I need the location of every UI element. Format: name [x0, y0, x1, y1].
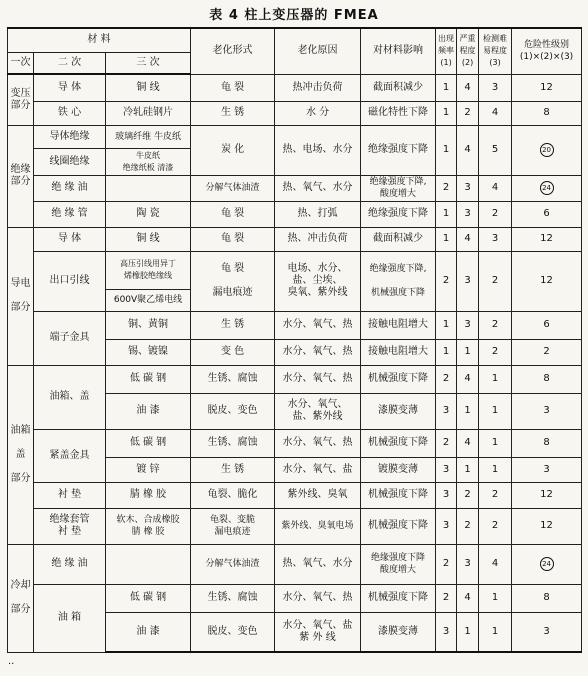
- material-2: 出口引线: [34, 251, 106, 311]
- header-level2: 二 次: [34, 52, 106, 74]
- detection: 1: [479, 584, 512, 612]
- severity: 3: [457, 201, 479, 227]
- detection: 4: [479, 175, 512, 201]
- severity: 4: [457, 125, 479, 175]
- material-3: 软木、合成橡胶 腈 橡 胶: [106, 508, 191, 544]
- material-3: 铜 线: [106, 227, 191, 251]
- detection: 2: [479, 251, 512, 311]
- header-detection: 检测难 易程度 (3): [479, 28, 512, 74]
- risk: [512, 544, 582, 584]
- detection: 1: [479, 612, 512, 652]
- occurrence: 1: [436, 201, 457, 227]
- aging-form: 变 色: [191, 339, 275, 365]
- severity: 4: [457, 74, 479, 101]
- effect: 接触电阻增大: [361, 311, 436, 339]
- material-2: 绝缘套管 衬 垫: [34, 508, 106, 544]
- aging-form: 脱皮、变色: [191, 393, 275, 429]
- occurrence: 2: [436, 365, 457, 393]
- occurrence: 3: [436, 393, 457, 429]
- material-2: 衬 垫: [34, 482, 106, 508]
- occurrence: 2: [436, 429, 457, 457]
- effect: 磁化特性下降: [361, 101, 436, 125]
- risk-circle: 20: [540, 143, 554, 157]
- severity: 4: [457, 227, 479, 251]
- aging-cause: 紫外线、臭氧电场: [275, 508, 361, 544]
- risk: [512, 125, 582, 175]
- aging-cause: 水分、氧气、热: [275, 429, 361, 457]
- aging-form: 龟 裂: [191, 227, 275, 251]
- occurrence: 1: [436, 74, 457, 101]
- aging-form: 生锈、腐蚀: [191, 429, 275, 457]
- aging-cause: 热、打弧: [275, 201, 361, 227]
- effect: 机械强度下降: [361, 429, 436, 457]
- risk: 12: [512, 227, 582, 251]
- aging-form: 龟 裂 漏电痕迹: [191, 251, 275, 311]
- detection: 3: [479, 227, 512, 251]
- severity: 3: [457, 251, 479, 311]
- aging-cause: 热、冲击负荷: [275, 227, 361, 251]
- material-3: 600V聚乙烯电线: [106, 289, 191, 311]
- effect: 绝缘强度下降, 机械强度下降: [361, 251, 436, 311]
- detection: 4: [479, 101, 512, 125]
- header-aging-form: 老化形式: [191, 28, 275, 74]
- aging-cause: 热、电场、水分: [275, 125, 361, 175]
- severity: 2: [457, 508, 479, 544]
- aging-form: 龟 裂: [191, 74, 275, 101]
- aging-cause: 热冲击负荷: [275, 74, 361, 101]
- material-3: 腈 橡 胶: [106, 482, 191, 508]
- risk: 8: [512, 584, 582, 612]
- risk-circle: 24: [540, 181, 554, 195]
- occurrence: 2: [436, 175, 457, 201]
- occurrence: 1: [436, 227, 457, 251]
- effect: 绝缘强度下降: [361, 125, 436, 175]
- effect: 机械强度下降: [361, 482, 436, 508]
- header-level3: 三 次: [106, 52, 191, 74]
- aging-cause: 水分、氧气、 盐、紫外线: [275, 393, 361, 429]
- effect: 机械强度下降: [361, 365, 436, 393]
- section-insulation: 绝缘 部分: [8, 125, 34, 227]
- aging-cause: 紫外线、臭氧: [275, 482, 361, 508]
- aging-cause: 热、氧气、水分: [275, 544, 361, 584]
- footnote-mark: ··: [8, 659, 15, 670]
- aging-form: 龟裂、脆化: [191, 482, 275, 508]
- effect: 接触电阻增大: [361, 339, 436, 365]
- aging-form: 龟 裂: [191, 201, 275, 227]
- aging-cause: 水分、氧气、热: [275, 311, 361, 339]
- detection: 5: [479, 125, 512, 175]
- aging-form: 生 锈: [191, 457, 275, 482]
- table-title: 表 4 柱上变压器的 FMEA: [209, 8, 379, 23]
- occurrence: 3: [436, 612, 457, 652]
- aging-cause: 电场、水分、 盐、尘埃、 臭氧、紫外线: [275, 251, 361, 311]
- risk: 12: [512, 482, 582, 508]
- risk: 12: [512, 508, 582, 544]
- occurrence: 2: [436, 251, 457, 311]
- risk: 8: [512, 429, 582, 457]
- effect: 机械强度下降: [361, 508, 436, 544]
- material-2: 油箱、盖: [34, 365, 106, 429]
- aging-form: 分解气体油渣: [191, 175, 275, 201]
- risk: 8: [512, 101, 582, 125]
- detection: 2: [479, 482, 512, 508]
- occurrence: 1: [436, 311, 457, 339]
- aging-cause: 水 分: [275, 101, 361, 125]
- material-2: 导 体: [34, 227, 106, 251]
- header-occurrence: 出现 频率 (1): [436, 28, 457, 74]
- severity: 4: [457, 584, 479, 612]
- material-3: 低 碳 钢: [106, 584, 191, 612]
- material-2: 线圈绝缘: [34, 148, 106, 175]
- section-conductive: 导电 部分: [8, 227, 34, 365]
- risk: [512, 175, 582, 201]
- detection: 1: [479, 393, 512, 429]
- aging-form: 生 锈: [191, 311, 275, 339]
- aging-cause: 水分、氧气、热: [275, 365, 361, 393]
- severity: 3: [457, 311, 479, 339]
- aging-cause: 热、氧气、水分: [275, 175, 361, 201]
- detection: 2: [479, 311, 512, 339]
- occurrence: 2: [436, 584, 457, 612]
- occurrence: 1: [436, 101, 457, 125]
- effect: 截面积减少: [361, 74, 436, 101]
- material-2: 绝 缘 油: [34, 175, 106, 201]
- section-transformer: 变压 部分: [8, 74, 34, 125]
- material-2: 紧盖金具: [34, 429, 106, 482]
- header-material: 材 料: [8, 28, 191, 52]
- aging-form: 生 锈: [191, 101, 275, 125]
- material-2: 端子金具: [34, 311, 106, 365]
- section-tank-cover: 油箱 盖 部分: [8, 365, 34, 544]
- aging-form: 生锈、腐蚀: [191, 584, 275, 612]
- fmea-table: [7, 27, 582, 653]
- aging-form: 生锈、腐蚀: [191, 365, 275, 393]
- material-3: 陶 瓷: [106, 201, 191, 227]
- detection: 1: [479, 429, 512, 457]
- material-3: 铜 线: [106, 74, 191, 101]
- occurrence: 3: [436, 508, 457, 544]
- header-risk: 危险性级别 (1)×(2)×(3): [512, 28, 582, 74]
- material-3: 油 漆: [106, 612, 191, 652]
- material-3: 锡、镀镍: [106, 339, 191, 365]
- material-2: 导体绝缘: [34, 125, 106, 148]
- aging-form: 炭 化: [191, 125, 275, 175]
- material-3: 高压引线用异丁 烯橡胶绝缘线: [106, 251, 191, 289]
- risk-circle: 24: [540, 557, 554, 571]
- effect: 镀膜变薄: [361, 457, 436, 482]
- risk: 6: [512, 201, 582, 227]
- effect: 绝缘强度下降, 酸度增大: [361, 175, 436, 201]
- risk: 3: [512, 457, 582, 482]
- detection: 3: [479, 74, 512, 101]
- risk: 6: [512, 311, 582, 339]
- severity: 4: [457, 429, 479, 457]
- material-2: 油 箱: [34, 584, 106, 652]
- aging-cause: 水分、氧气、热: [275, 584, 361, 612]
- risk: 3: [512, 393, 582, 429]
- material-2: 绝 缘 管: [34, 201, 106, 227]
- severity: 1: [457, 457, 479, 482]
- effect: 绝缘强度下降: [361, 201, 436, 227]
- material-2: 铁 心: [34, 101, 106, 125]
- material-2: 绝 缘 油: [34, 544, 106, 584]
- header-level1: 一次: [8, 52, 34, 74]
- aging-cause: 水分、氧气、盐: [275, 457, 361, 482]
- aging-cause: 水分、氧气、盐 紫 外 线: [275, 612, 361, 652]
- material-3: 低 碳 钢: [106, 365, 191, 393]
- material-3: 镀 锌: [106, 457, 191, 482]
- detection: 2: [479, 201, 512, 227]
- aging-form: 分解气体油渣: [191, 544, 275, 584]
- material-3: [106, 544, 191, 584]
- detection: 4: [479, 544, 512, 584]
- severity: 3: [457, 175, 479, 201]
- material-3: [106, 175, 191, 201]
- risk: 3: [512, 612, 582, 652]
- detection: 1: [479, 457, 512, 482]
- detection: 2: [479, 508, 512, 544]
- aging-form: 脱皮、变色: [191, 612, 275, 652]
- severity: 1: [457, 393, 479, 429]
- header-effect: 对材料影响: [361, 28, 436, 74]
- material-3: 玻璃纤维 牛皮纸: [106, 125, 191, 148]
- severity: 3: [457, 544, 479, 584]
- risk: 8: [512, 365, 582, 393]
- risk: 2: [512, 339, 582, 365]
- material-3: 牛皮纸 绝缘纸板 清漆: [106, 148, 191, 175]
- severity: 2: [457, 101, 479, 125]
- detection: 1: [479, 365, 512, 393]
- material-3: 低 碳 钢: [106, 429, 191, 457]
- severity: 1: [457, 339, 479, 365]
- severity: 1: [457, 612, 479, 652]
- occurrence: 2: [436, 544, 457, 584]
- effect: 截面积减少: [361, 227, 436, 251]
- effect: 漆膜变薄: [361, 393, 436, 429]
- occurrence: 3: [436, 482, 457, 508]
- occurrence: 3: [436, 457, 457, 482]
- header-aging-cause: 老化原因: [275, 28, 361, 74]
- aging-form: 龟裂、变脆 漏电痕迹: [191, 508, 275, 544]
- severity: 4: [457, 365, 479, 393]
- occurrence: 1: [436, 339, 457, 365]
- risk: 12: [512, 74, 582, 101]
- material-2: 导 体: [34, 74, 106, 101]
- aging-cause: 水分、氧气、热: [275, 339, 361, 365]
- material-3: 油 漆: [106, 393, 191, 429]
- effect: 绝缘强度下降 酸度增大: [361, 544, 436, 584]
- severity: 2: [457, 482, 479, 508]
- header-severity: 严重 程度 (2): [457, 28, 479, 74]
- material-3: 冷轧硅钢片: [106, 101, 191, 125]
- occurrence: 1: [436, 125, 457, 175]
- effect: 机械强度下降: [361, 584, 436, 612]
- section-cooling: 冷却 部分: [8, 544, 34, 652]
- effect: 漆膜变薄: [361, 612, 436, 652]
- material-3: 铜、黄铜: [106, 311, 191, 339]
- detection: 2: [479, 339, 512, 365]
- risk: 12: [512, 251, 582, 311]
